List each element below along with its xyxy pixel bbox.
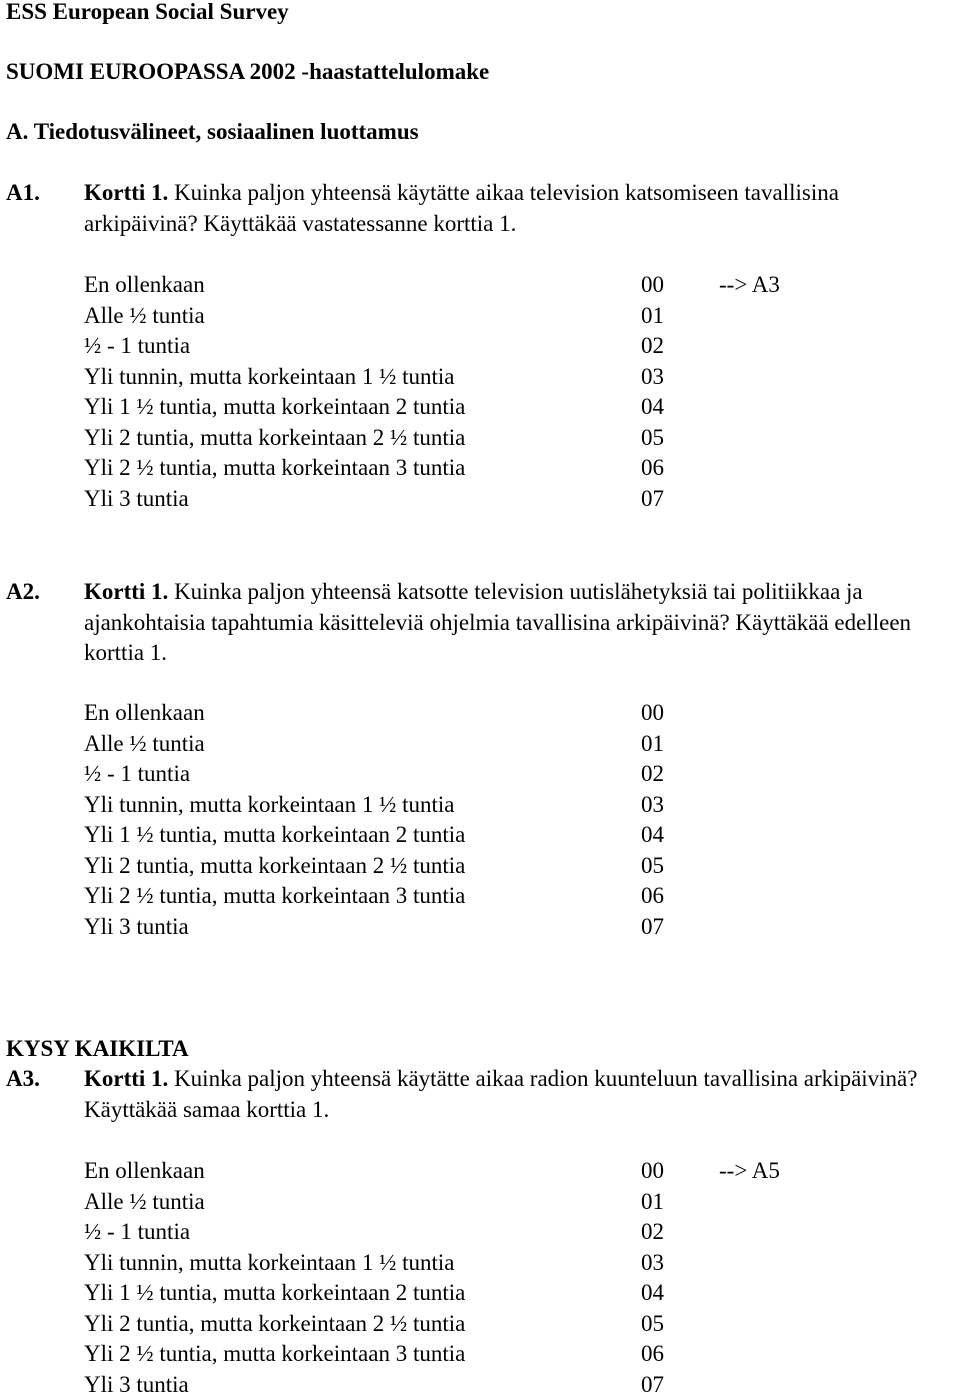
option-label: Alle ½ tuntia: [84, 1187, 205, 1218]
option-label: En ollenkaan: [84, 270, 205, 301]
option-code: 02: [641, 1217, 664, 1248]
question-number-a2: A2.: [6, 577, 40, 608]
option-code: 06: [641, 881, 664, 912]
card-reference: Kortti 1.: [84, 180, 168, 205]
option-label: ½ - 1 tuntia: [84, 759, 190, 790]
option-code: 00: [641, 270, 664, 301]
option-code: 00: [641, 698, 664, 729]
option-code: 02: [641, 331, 664, 362]
option-code: 01: [641, 301, 664, 332]
option-label: Yli 2 tuntia, mutta korkeintaan 2 ½ tuntia: [84, 851, 465, 882]
option-label: Yli 3 tuntia: [84, 484, 189, 515]
card-reference: Kortti 1.: [84, 1066, 168, 1091]
option-code: 05: [641, 1309, 664, 1340]
option-label: ½ - 1 tuntia: [84, 331, 190, 362]
option-label: Alle ½ tuntia: [84, 729, 205, 760]
option-code: 03: [641, 1248, 664, 1279]
option-label: Yli 3 tuntia: [84, 912, 189, 943]
question-text-a1: [84, 178, 956, 239]
option-code: 05: [641, 851, 664, 882]
question-text-a3: [84, 1064, 956, 1125]
skip-instruction: --> A5: [719, 1156, 780, 1187]
option-code: 06: [641, 1339, 664, 1370]
option-code: 04: [641, 392, 664, 423]
option-code: 01: [641, 729, 664, 760]
option-code: 04: [641, 820, 664, 851]
option-label: ½ - 1 tuntia: [84, 1217, 190, 1248]
option-code: 07: [641, 484, 664, 515]
option-label: Yli 2 tuntia, mutta korkeintaan 2 ½ tuntia: [84, 1309, 465, 1340]
skip-instruction: --> A3: [719, 270, 780, 301]
option-label: Yli 1 ½ tuntia, mutta korkeintaan 2 tuntia: [84, 392, 465, 423]
option-label: Yli 2 tuntia, mutta korkeintaan 2 ½ tuntia: [84, 423, 465, 454]
option-label: Yli 2 ½ tuntia, mutta korkeintaan 3 tuntia: [84, 1339, 465, 1370]
option-label: Alle ½ tuntia: [84, 301, 205, 332]
question-number-a3: A3.: [6, 1064, 40, 1095]
card-reference: Kortti 1.: [84, 579, 168, 604]
instruction-ask-all: KYSY KAIKILTA: [6, 1034, 189, 1065]
question-body: Kuinka paljon yhteensä käytätte aikaa radion kuunteluun tavallisina arkipäivinä? Käyttäkää samaa korttia 1.: [84, 1066, 917, 1122]
option-code: 05: [641, 423, 664, 454]
option-code: 00: [641, 1156, 664, 1187]
option-label: Yli 1 ½ tuntia, mutta korkeintaan 2 tuntia: [84, 1278, 465, 1309]
option-code: 07: [641, 912, 664, 943]
question-text-a2: [84, 577, 956, 669]
option-label: Yli tunnin, mutta korkeintaan 1 ½ tuntia: [84, 362, 455, 393]
option-label: Yli 2 ½ tuntia, mutta korkeintaan 3 tuntia: [84, 881, 465, 912]
option-code: 03: [641, 362, 664, 393]
question-number-a1: A1.: [6, 178, 40, 209]
question-body: Kuinka paljon yhteensä katsotte television uutislähetyksiä tai politiikkaa ja ajankohtaisia tapahtumia käsitteleviä ohjelmia tavallisina arkipäivinä? Käyttäkää edelleen korttia 1.: [84, 579, 911, 665]
option-code: 02: [641, 759, 664, 790]
option-label: Yli 1 ½ tuntia, mutta korkeintaan 2 tuntia: [84, 820, 465, 851]
option-code: 04: [641, 1278, 664, 1309]
option-label: En ollenkaan: [84, 698, 205, 729]
option-label: Yli 3 tuntia: [84, 1370, 189, 1400]
survey-title: ESS European Social Survey: [6, 0, 289, 28]
option-label: Yli tunnin, mutta korkeintaan 1 ½ tuntia: [84, 790, 455, 821]
form-title: SUOMI EUROOPASSA 2002 -haastattelulomake: [6, 57, 489, 88]
option-code: 03: [641, 790, 664, 821]
option-code: 01: [641, 1187, 664, 1218]
option-label: Yli 2 ½ tuntia, mutta korkeintaan 3 tuntia: [84, 453, 465, 484]
option-code: 07: [641, 1370, 664, 1400]
option-label: Yli tunnin, mutta korkeintaan 1 ½ tuntia: [84, 1248, 455, 1279]
option-label: En ollenkaan: [84, 1156, 205, 1187]
section-title: A. Tiedotusvälineet, sosiaalinen luottamus: [6, 117, 419, 148]
option-code: 06: [641, 453, 664, 484]
question-body: Kuinka paljon yhteensä käytätte aikaa television katsomiseen tavallisina arkipäivinä? Käyttäkää vastatessanne korttia 1.: [84, 180, 839, 236]
